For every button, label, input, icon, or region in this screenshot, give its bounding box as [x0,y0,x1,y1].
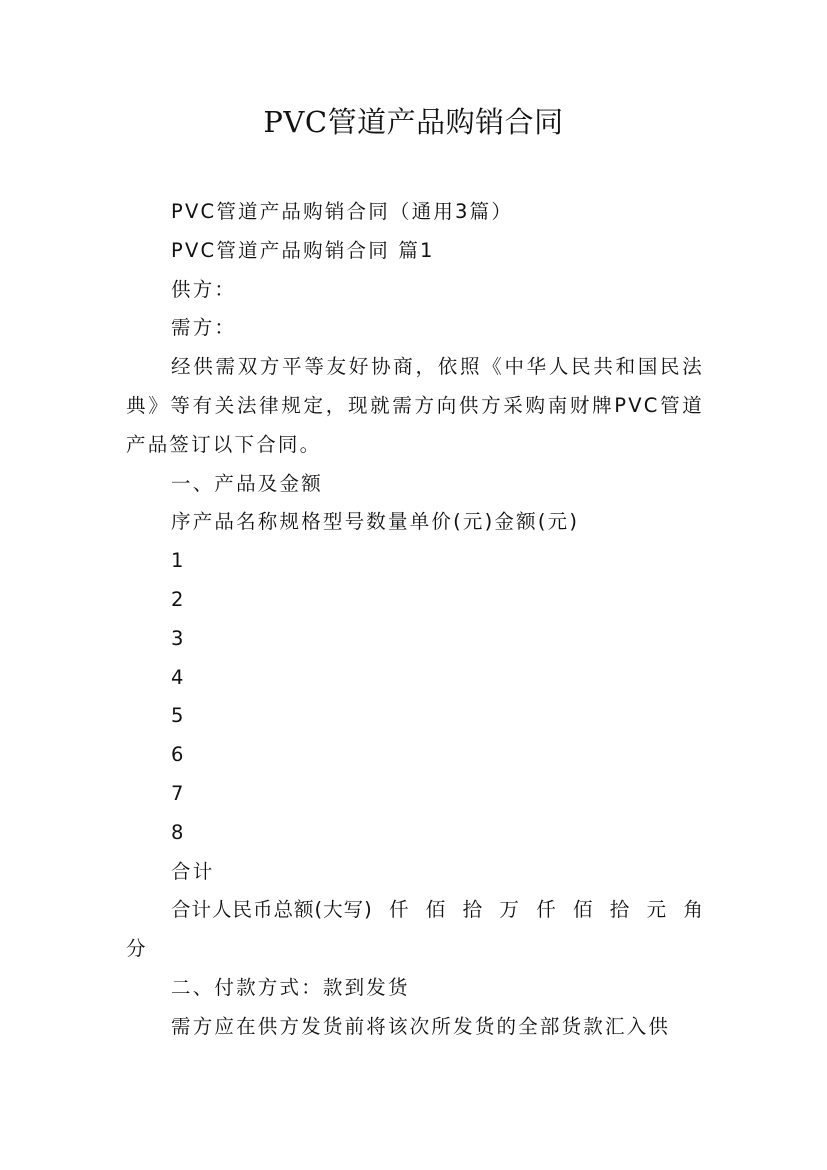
row-number-6: 6 [171,743,186,767]
row-number-1: 1 [171,549,186,573]
total-amount-line [126,891,704,930]
row-number-2: 2 [171,587,186,611]
product-table-header: 序产品名称规格型号数量单价(元)金额(元) [171,510,580,534]
row-number-3: 3 [171,626,186,650]
payment-text: 需方应在供方发货前将该次所发货的全部货款汇入供 [171,1014,671,1038]
payment-heading: 二、付款方式：款到发货 [171,975,410,999]
total-amount-label: 合计人民币总额(大写) [171,898,373,922]
unit-bai-2: 佰 [572,898,594,922]
unit-yuan: 元 [646,898,668,922]
unit-wan: 万 [499,898,520,922]
unit-jiao: 角 [683,898,704,922]
section-title-paragraph: PVC管道产品购销合同 篇1 [171,238,435,262]
unit-fen-wrap: 分 [126,937,148,961]
row-number-8: 8 [171,820,186,844]
unit-qian-1: 仟 [389,898,410,922]
unit-bai-1: 佰 [425,898,447,922]
supplier-label: 供方： [171,277,237,301]
document-body [126,193,704,1047]
intro-paragraph: 经供需双方平等友好协商，依照《中华人民共和国民法典》等有关法律规定，现就需方向供方采购南财牌PVC管道产品签订以下合同。 [126,355,704,456]
row-number-4: 4 [171,665,186,689]
unit-shi-2: 拾 [609,898,631,922]
row-number-5: 5 [171,704,186,728]
subtitle-paragraph: PVC管道产品购销合同（通用3篇） [171,200,514,223]
total-label: 合计 [171,859,215,883]
row-number-7: 7 [171,781,186,805]
product-amount-heading: 一、产品及金额 [171,471,323,495]
document-title: PVC管道产品购销合同 [263,105,564,139]
buyer-label: 需方： [171,316,237,340]
unit-qian-2: 仟 [536,898,557,922]
unit-shi-1: 拾 [462,898,484,922]
